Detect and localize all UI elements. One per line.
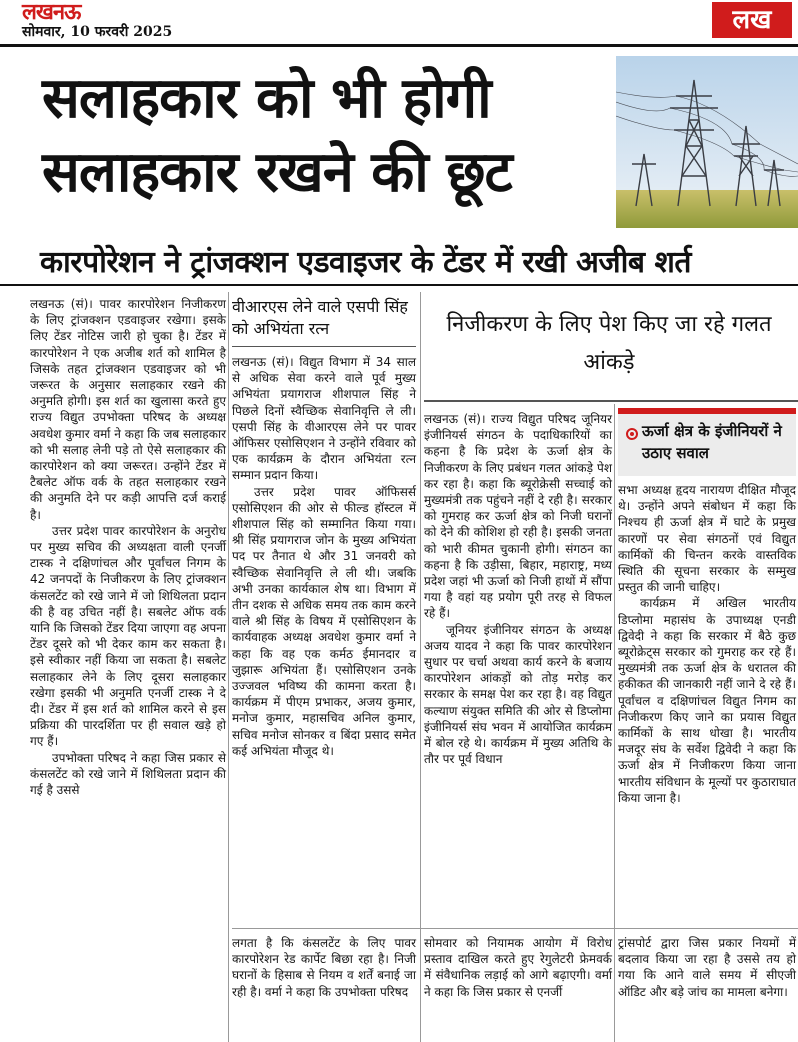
main-story-column <box>30 296 226 798</box>
main-headline <box>42 62 612 210</box>
main-story-continuation-text: ट्रांसपोर्ट द्वारा जिस प्रकार नियमों में बदलाव किया जा रहा है उससे तय हो गया कि आने वाले समय में सीएजी ऑडिट और बड़े जांच का मामला बनेगा। <box>618 936 796 999</box>
third-story-column-continued <box>618 482 796 806</box>
third-story-headline-rule <box>424 400 798 402</box>
column-divider <box>228 292 229 1042</box>
side-story-headline: वीआरएस लेने वाले एसपी सिंह को अभियंता रत्न <box>232 297 408 338</box>
subheadline: कारपोरेशन ने ट्रांजक्शन एडवाइजर के टेंडर में रखी अजीब शर्त <box>40 245 691 280</box>
third-story-paragraph: सभा अध्यक्ष हृदय नारायण दीक्षित मौजूद थे। उन्होंने अपने संबोधन में कहा कि निश्चय ही ऊर्जा क्षेत्र में घाटे के प्रमुख कारणों पर सेवा संगठनों एवं विद्युत कार्मिकों की चिन्तन करके वास्तविक स्थिति की सूचना सरकार के सम्मुख प्रस्तुत की जानी चाहिए। <box>618 483 796 595</box>
third-story-paragraph: कार्यक्रम में अखिल भारतीय डिप्लोमा महासंघ के उपाध्यक्ष एनडी द्विवेदी ने कहा कि सरकार में बैठे कुछ ब्यूरोक्रेट्स सरकार को गुमराह कर रहे हैं। मुख्यमंत्री तक ऊर्जा क्षेत्र के धरातल की हकीकत की जानकारी नहीं जाने दे रहे हैं। पूर्वांचल व दक्षिणांचल विद्युत निगम का निजीकरण किए जाने का प्रयास विद्युत कार्मिकों के साथ धोखा है। भारतीय मजदूर संघ के सर्वेश द्विवेदी ने कहा कि ऊर्जा क्षेत्र में निजीकरण किया जाना भारतीय संविधान के मूल्यों पर कुठाराघात किया जाना है। <box>618 596 796 805</box>
main-story-paragraph: उत्तर प्रदेश पावर कारपोरेशन के अनुरोध पर मुख्य सचिव की अध्यक्षता वाली एनर्जी टास्क ने दक्षिणांचल और पूर्वांचल निगम के 42 जनपदों के निजीकरण के लिए ट्रांजक्शन कंसलटेंट को रखे जाने में जो शिथिलता प्रदान की है वह उचित नहीं है। सबलेट ऑफ वर्क यानि कि जिसको टेंडर दिया जाएगा वह अपना टेंडर दूसरे को भी देकर काम कर सकता है। इसे स्वीकार नहीं किया जा सकता है। सबलेट सलाहकार लेने के लिए दूसरा सलाहकार रखेगा इसकी भी अनुमति एनर्जी टास्क ने दे दी। टेंडर में इस शर्त को शामिल करने से इस प्रक्रिया की पारदर्शिता पर ही सवाल खड़े हो गए हैं। <box>30 523 226 749</box>
third-story-headline: निजीकरण के लिए पेश किए जा रहे गलत आंकड़े <box>446 312 772 375</box>
masthead-rule <box>0 44 798 47</box>
third-story-callout <box>618 408 796 476</box>
side-story-column <box>232 354 416 759</box>
masthead-date: सोमवार, 10 फरवरी 2025 <box>22 24 173 40</box>
masthead-brand-logo: लख <box>712 2 792 38</box>
main-story-paragraph: उपभोक्ता परिषद ने कहा जिस प्रकार से कंसलटेंट को रखे जाने में शिथिलता प्रदान की गई है उससे <box>30 750 226 798</box>
side-story-paragraph: उत्तर प्रदेश पावर ऑफिसर्स एसोसिएशन की ओर से फील्ड हॉस्टल में शीशपाल सिंह को सम्मानित किया गया। श्री सिंह प्रयागराज जोन के मुख्य अभियंता पद पर तैनात थे और 31 जनवरी को स्वैच्छिक सेवानिवृत्ति ले ली थी। जबकि अभी उनका कार्यकाल शेष था। विभाग में तीन दशक से अधिक समय तक काम करने वाले श्री सिंह के विषय में एसोसिएशन के कार्यवाहक अध्यक्ष अवधेश कुमार वर्मा ने कहा कि वह एक कर्मठ ईमानदार व जुझारू अभियंता हैं। एसोसिएशन उनके उज्जवल भविष्य की कामना करता है। कार्यक्रम में पीएम प्रभाकर, अजय कुमार, मनोज कुमार, महासचिव अनिल कुमार, सचिव मनोज सोनकर व बिंदा प्रसाद समेत कई अभियंता मौजूद थे। <box>232 484 416 758</box>
main-story-continuation <box>618 935 796 1000</box>
third-story-column <box>424 411 612 767</box>
side-story-headline-rule <box>232 346 416 347</box>
main-story-continuation-text: लगता है कि कंसलटेंट के लिए पावर कारपोरेशन रेड कार्पेट बिछा रहा है। निजी घरानों के हिसाब से नियम व शर्तें बनाई जा रही है। वर्मा ने कहा कि उपभोक्ता परिषद <box>232 936 416 999</box>
main-story-continuation-text: सोमवार को नियामक आयोग में विरोध प्रस्ताव दाखिल करते हुए रेगुलेटरी फ्रेमवर्क में संवैधानिक लड़ाई को आगे बढ़ाएगी। वर्मा ने कहा कि जिस प्रकार से एनर्जी <box>424 936 612 999</box>
column-divider <box>614 404 615 1042</box>
third-story-paragraph: जूनियर इंजीनियर संगठन के अध्यक्ष अजय यादव ने कहा कि पावर कारपोरेशन सुधार पर चर्चा अथवा कार्य करने के बजाय कारपोरेशन आंकड़ों को तोड़ मरोड़ कर सरकार के समक्ष पेश कर रहा है। वह विद्युत कल्याण संयुक्त समिति की ओर से डिप्लोमा इंजीनियर्स संघ भवन में आयोजित कार्यक्रम में बोल रहे थे। कार्यक्रम में मुख्य अतिथि के तौर पर पूर्व विधान <box>424 622 612 767</box>
transmission-tower-photo <box>616 56 798 228</box>
callout-text: ऊर्जा क्षेत्र के इंजीनियरों ने उठाए सवाल <box>642 422 782 462</box>
subheadline-rule <box>0 284 798 286</box>
side-story-paragraph: लखनऊ (सं)। विद्युत विभाग में 34 साल से अधिक सेवा करने वाले पूर्व मुख्य अभियंता प्रयागराज शीशपाल सिंह ने पिछले दिनों स्वैच्छिक सेवानिवृत्ति ले ली। एसपी सिंह के वीआरएस लेने पर पावर ऑफिसर एसोसिएशन ने उन्होंने रविवार को एक कार्यक्रम के दौरान अभियंता रत्न सम्मान प्रदान किया। <box>232 355 416 483</box>
main-headline-line2: सलाहकार रखने की छूट <box>42 140 512 205</box>
main-headline-line1: सलाहकार को भी होगी <box>42 66 491 131</box>
main-story-paragraph: लखनऊ (सं)। पावर कारपोरेशन निजीकरण के लिए ट्रांजक्शन एडवाइजर रखेगा। इसके लिए टेंडर नोटिस जारी हो चुका है। टेंडर में कारपोरेशन ने एक अजीब शर्त को शामिल है जिसके तहत ट्रांजक्शन एडवाइजर को भी जरूरत के अनुसार सलाहकार रखने की अनुमति होगी। इस शर्त का खुलासा करते हुए राज्य विद्युत उपभोक्ता परिषद के अध्यक्ष अवधेश कुमार वर्मा ने कहा कि जब सलाहकार को भी सलाह लेनी पड़े तो ऐसे सलाहकार की कारपोरेशन को क्या जरूरत। उन्होंने टेंडर में टैबलेट ऑफ वर्क के तहत सलाहकार रखने की अनुमति देने पर कड़ी आपत्ति दर्ज कराई है। <box>30 297 226 522</box>
column-divider <box>420 292 421 1042</box>
main-story-continuation <box>424 935 612 1000</box>
story-divider <box>232 928 798 929</box>
masthead-city: लखनऊ <box>22 0 81 25</box>
target-bullet-icon <box>626 428 638 440</box>
third-story-paragraph: लखनऊ (सं)। राज्य विद्युत परिषद जूनियर इंजीनियर्स संगठन के पदाधिकारियों का कहना है कि प्रदेश के ऊर्जा क्षेत्र के निजीकरण के लिए प्रबंधन गलत आंकड़े पेश कर रहा है। कहा कि ब्यूरोक्रेसी सच्चाई को मुख्यमंत्री तक पहुंचने नहीं दे रही है। सरकार को गुमराह कर ऊर्जा क्षेत्र को निजी घरानों को देने की कोशिश हो रही है। इसकी जनता को भारी कीमत चुकानी होगी। संगठन का कहना है कि उड़ीसा, बिहार, महाराष्ट्र, मध्य प्रदेश जहां भी ऊर्जा को निजी हाथों में सौंपा गया है वहां यह प्रयोग पूरी तरह से विफल रहे हैं। <box>424 412 612 621</box>
transmission-tower-icon <box>616 56 798 228</box>
main-story-continuation <box>232 935 416 1000</box>
